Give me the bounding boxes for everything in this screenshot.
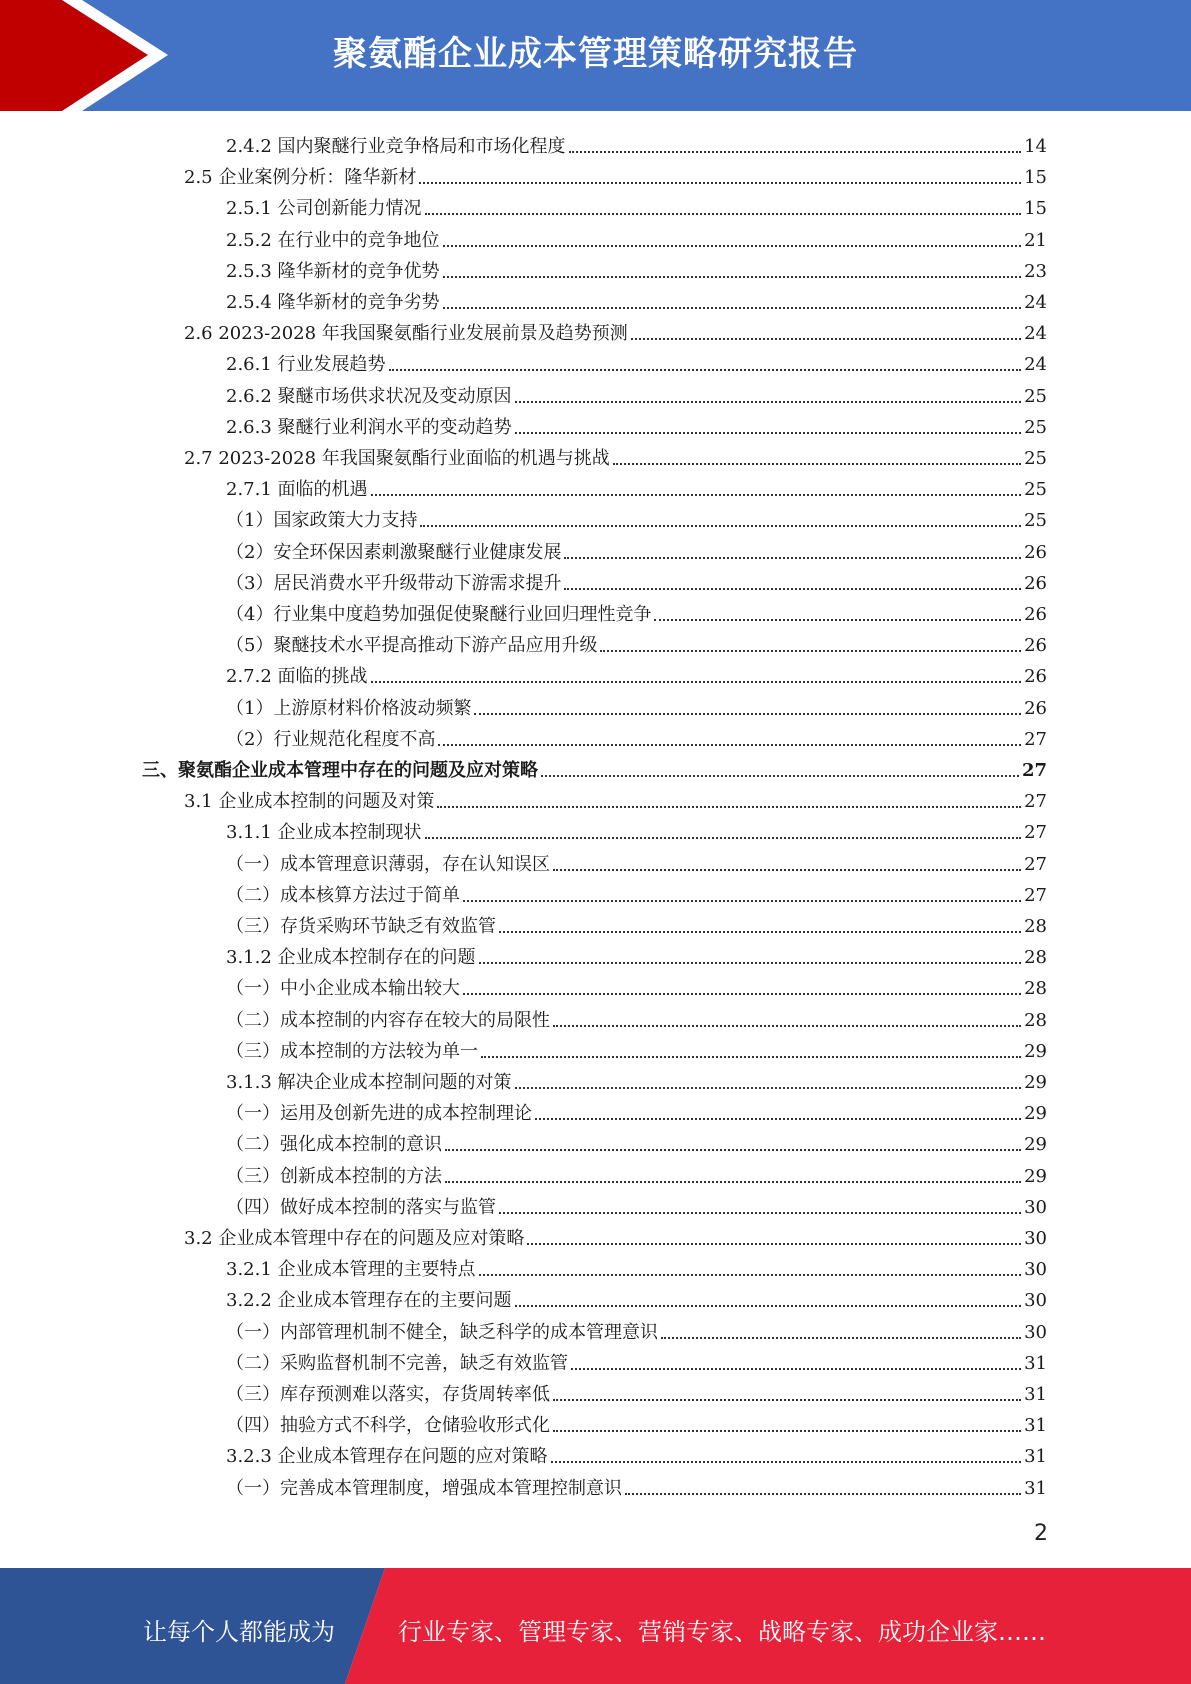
toc-dot-leader: [551, 1461, 1022, 1463]
toc-dot-leader: [419, 182, 1021, 184]
toc-entry-title: （一）内部管理机制不健全，缺乏科学的成本管理意识: [226, 1321, 658, 1343]
toc-entry[interactable]: [184, 314, 1047, 345]
toc-entry-title: 2.5.2 在行业中的竞争地位: [226, 229, 440, 251]
toc-entry-title: （2）安全环保因素刺激聚醚行业健康发展: [226, 541, 562, 563]
toc-dot-leader: [389, 369, 1022, 371]
toc-entry[interactable]: [226, 845, 1047, 876]
page-number: 2: [1034, 1521, 1048, 1546]
toc-entry-page: 15: [1024, 198, 1047, 220]
toc-entry-title: （二）采购监督机制不完善，缺乏有效监管: [226, 1352, 568, 1374]
toc-entry-title: （四）做好成本控制的落实与监管: [226, 1196, 496, 1218]
toc-entry[interactable]: [226, 408, 1047, 439]
toc-entry[interactable]: [226, 595, 1047, 626]
toc-entry-page: 31: [1024, 1446, 1047, 1468]
toc-dot-leader: [613, 463, 1021, 465]
toc-entry[interactable]: [226, 1188, 1047, 1219]
toc-entry-page: 26: [1024, 541, 1047, 563]
toc-entry[interactable]: [226, 1437, 1047, 1468]
toc-entry-page: 26: [1024, 666, 1047, 688]
toc-dot-leader: [535, 1118, 1021, 1120]
toc-entry-title: 三、聚氨酯企业成本管理中存在的问题及应对策略: [142, 760, 538, 781]
toc-entry-page: 29: [1024, 1165, 1047, 1187]
toc-entry[interactable]: [226, 969, 1047, 1000]
footer-slogan-left: 让每个人都能成为: [143, 1618, 335, 1646]
toc-entry-page: 26: [1024, 604, 1047, 625]
toc-dot-leader: [569, 151, 1022, 153]
toc-entry-title: 3.1 企业成本控制的问题及对策: [184, 791, 435, 813]
toc-dot-leader: [515, 1305, 1022, 1307]
toc-entry-page: 28: [1024, 978, 1047, 1000]
toc-dot-leader: [564, 557, 1021, 559]
toc-entry-title: 3.2.3 企业成本管理存在问题的应对策略: [226, 1446, 548, 1468]
toc-entry-page: 26: [1024, 635, 1047, 657]
toc-entry[interactable]: [226, 1157, 1047, 1188]
toc-entry-title: （3）居民消费水平升级带动下游需求提升: [226, 572, 562, 594]
toc-dot-leader: [515, 1087, 1022, 1089]
page-header: [0, 0, 1191, 111]
toc-dot-leader: [541, 775, 1019, 777]
toc-entry-page: 29: [1024, 1134, 1047, 1156]
toc-entry[interactable]: [184, 439, 1047, 470]
toc-dot-leader: [515, 401, 1022, 403]
toc-entry-page: 27: [1024, 791, 1047, 813]
toc-dot-leader: [499, 931, 1021, 933]
toc-entry[interactable]: [184, 1219, 1047, 1250]
toc-entry[interactable]: [226, 470, 1047, 501]
toc-entry-title: （一）成本管理意识薄弱，存在认知误区: [226, 853, 550, 875]
toc-dot-leader: [445, 1149, 1021, 1151]
toc-entry-page: 30: [1024, 1321, 1047, 1343]
toc-entry-page: 28: [1024, 1009, 1047, 1031]
toc-entry-page: 25: [1024, 510, 1047, 532]
report-title: 聚氨酯企业成本管理策略研究报告: [333, 34, 858, 74]
toc-entry-page: 31: [1024, 1477, 1047, 1499]
toc-entry-page: 31: [1024, 1384, 1047, 1405]
toc-entry[interactable]: [226, 501, 1047, 532]
toc-entry-title: 3.2 企业成本管理中存在的问题及应对策略: [184, 1228, 525, 1249]
toc-entry[interactable]: [226, 345, 1047, 376]
toc-entry[interactable]: [226, 876, 1047, 907]
toc-entry-page: 25: [1024, 479, 1047, 501]
toc-dot-leader: [463, 993, 1021, 995]
toc-entry[interactable]: [226, 1125, 1047, 1156]
toc-dot-leader: [463, 900, 1021, 902]
toc-dot-leader: [481, 1056, 1021, 1058]
toc-entry-title: 2.7.1 面临的机遇: [226, 479, 368, 501]
toc-entry-page: 31: [1024, 1415, 1047, 1437]
toc-entry-title: 2.5.1 公司创新能力情况: [226, 198, 422, 220]
toc-entry-page: 27: [1024, 728, 1047, 750]
toc-entry-page: 27: [1024, 853, 1047, 875]
toc-entry-title: （三）成本控制的方法较为单一: [226, 1040, 478, 1062]
toc-entry-title: 2.6.2 聚醚市场供求状况及变动原因: [226, 385, 512, 407]
toc-entry-title: 2.6.3 聚醚行业利润水平的变动趋势: [226, 416, 512, 438]
toc-entry-page: 30: [1024, 1228, 1047, 1249]
toc-entry[interactable]: [226, 1063, 1047, 1094]
toc-entry[interactable]: [226, 626, 1047, 657]
toc-entry[interactable]: [226, 813, 1047, 844]
toc-entry-page: 26: [1024, 572, 1047, 594]
toc-dot-leader: [527, 1243, 1021, 1245]
toc-entry[interactable]: [226, 1094, 1047, 1125]
toc-entry-title: 2.7 2023-2028 年我国聚氨酯行业面临的机遇与挑战: [184, 448, 610, 469]
toc-entry-page: 27: [1024, 822, 1047, 844]
toc-dot-leader: [553, 1399, 1021, 1401]
toc-entry-page: 28: [1024, 947, 1047, 969]
toc-dot-leader: [443, 245, 1022, 247]
toc-dot-leader: [371, 681, 1022, 683]
toc-dot-leader: [425, 837, 1022, 839]
toc-entry-page: 25: [1024, 448, 1047, 469]
toc-entry[interactable]: [226, 127, 1047, 158]
toc-entry-title: 2.6.1 行业发展趋势: [226, 354, 386, 376]
toc-dot-leader: [443, 276, 1022, 278]
toc-entry-page: 30: [1024, 1290, 1047, 1312]
toc-entry-title: 2.7.2 面临的挑战: [226, 666, 368, 688]
toc-entry[interactable]: [226, 1313, 1047, 1344]
toc-entry-title: 2.5.4 隆华新材的竞争劣势: [226, 292, 440, 313]
toc-entry-page: 29: [1024, 1040, 1047, 1062]
toc-entry[interactable]: [226, 1344, 1047, 1375]
toc-dot-leader: [425, 213, 1022, 215]
toc-entry-page: 30: [1024, 1196, 1047, 1218]
toc-dot-leader: [571, 1368, 1021, 1370]
toc-entry-page: 25: [1024, 416, 1047, 438]
toc-entry-page: 28: [1024, 916, 1047, 937]
toc-entry-page: 14: [1024, 136, 1047, 157]
toc-entry[interactable]: [226, 189, 1047, 220]
toc-entry[interactable]: [226, 1469, 1047, 1500]
toc-entry-page: 23: [1024, 260, 1047, 282]
toc-entry[interactable]: [226, 533, 1047, 564]
toc-entry-page: 24: [1024, 292, 1047, 313]
toc-entry-page: 21: [1024, 229, 1047, 251]
toc-dot-leader: [437, 806, 1021, 808]
toc-entry-page: 24: [1024, 354, 1047, 376]
toc-entry-title: （1）上游原材料价格波动频繁: [226, 697, 472, 719]
toc-entry-title: 3.1.2 企业成本控制存在的问题: [226, 947, 476, 969]
toc-entry[interactable]: [226, 377, 1047, 408]
toc-entry[interactable]: [226, 564, 1047, 595]
toc-dot-leader: [479, 962, 1022, 964]
toc-entry-title: （三）创新成本控制的方法: [226, 1165, 442, 1187]
toc-entry-title: （二）强化成本控制的意识: [226, 1134, 442, 1156]
toc-entry-title: 2.5 企业案例分析：隆华新材: [184, 167, 417, 189]
toc-dot-leader: [371, 494, 1022, 496]
toc-dot-leader: [631, 338, 1021, 340]
toc-entry[interactable]: [226, 1375, 1047, 1406]
toc-entry-page: 15: [1024, 167, 1047, 189]
toc-entry-title: （四）抽验方式不科学，仓储验收形式化: [226, 1415, 550, 1437]
toc-dot-leader: [474, 713, 1021, 715]
toc-entry-title: （三）库存预测难以落实，存货周转率低: [226, 1384, 550, 1405]
toc-dot-leader: [564, 588, 1021, 590]
toc-dot-leader: [443, 307, 1022, 309]
toc-dot-leader: [625, 1493, 1021, 1495]
toc-entry[interactable]: [226, 907, 1047, 938]
toc-entry[interactable]: [142, 751, 1047, 782]
toc-entry[interactable]: [226, 1281, 1047, 1312]
toc-dot-leader: [553, 869, 1021, 871]
toc-entry[interactable]: [184, 782, 1047, 813]
toc-entry-title: 3.1.3 解决企业成本控制问题的对策: [226, 1072, 512, 1093]
toc-dot-leader: [654, 619, 1021, 621]
toc-entry-title: （一）完善成本管理制度，增强成本管理控制意识: [226, 1477, 622, 1499]
toc-entry[interactable]: [184, 158, 1047, 189]
toc-entry[interactable]: [226, 252, 1047, 283]
toc-entry-title: 3.1.1 企业成本控制现状: [226, 822, 422, 844]
toc-entry-page: 27: [1024, 884, 1047, 906]
toc-entry[interactable]: [226, 1001, 1047, 1032]
toc-entry[interactable]: [226, 1406, 1047, 1437]
toc-dot-leader: [438, 744, 1021, 746]
toc-entry-title: （二）成本控制的内容存在较大的局限性: [226, 1009, 550, 1031]
toc-entry-title: 3.2.2 企业成本管理存在的主要问题: [226, 1290, 512, 1312]
toc-entry-title: 2.5.3 隆华新材的竞争优势: [226, 260, 440, 282]
toc-entry-title: 3.2.1 企业成本管理的主要特点: [226, 1259, 476, 1281]
toc-entry-page: 24: [1024, 323, 1047, 345]
toc-entry-page: 26: [1024, 697, 1047, 719]
toc-entry-title: （一）中小企业成本输出较大: [226, 978, 460, 1000]
toc-dot-leader: [600, 650, 1021, 652]
toc-entry[interactable]: [226, 1032, 1047, 1063]
toc-entry-title: （三）存货采购环节缺乏有效监管: [226, 916, 496, 937]
toc-dot-leader: [553, 1430, 1021, 1432]
toc-entry-page: 27: [1021, 760, 1047, 781]
toc-entry-title: （1）国家政策大力支持: [226, 510, 418, 532]
toc-entry[interactable]: [226, 1250, 1047, 1281]
toc-dot-leader: [420, 525, 1021, 527]
toc-entry[interactable]: [226, 283, 1047, 314]
toc-entry-page: 29: [1024, 1072, 1047, 1093]
toc-dot-leader: [515, 432, 1022, 434]
toc-entry-title: 2.6 2023-2028 年我国聚氨酯行业发展前景及趋势预测: [184, 323, 628, 345]
toc-entry-title: （5）聚醚技术水平提高推动下游产品应用升级: [226, 635, 598, 657]
toc-dot-leader: [445, 1181, 1021, 1183]
toc-entry-title: （一）运用及创新先进的成本控制理论: [226, 1103, 532, 1125]
toc-entry-page: 25: [1024, 385, 1047, 407]
toc-entry-title: （4）行业集中度趋势加强促使聚醚行业回归理性竞争: [226, 604, 652, 625]
toc-entry-title: 2.4.2 国内聚醚行业竞争格局和市场化程度: [226, 136, 566, 157]
toc-entry[interactable]: [226, 938, 1047, 969]
toc-entry-title: （二）成本核算方法过于简单: [226, 884, 460, 906]
toc-dot-leader: [499, 1212, 1021, 1214]
toc-entry[interactable]: [226, 720, 1047, 751]
toc-dot-leader: [479, 1274, 1022, 1276]
toc-entry[interactable]: [226, 689, 1047, 720]
footer-slogan-right: 行业专家、管理专家、营销专家、战略专家、成功企业家……: [398, 1618, 1046, 1646]
page-footer: [0, 1568, 1191, 1684]
toc-entry[interactable]: [226, 221, 1047, 252]
toc-entry-page: 29: [1024, 1103, 1047, 1125]
toc-entry-page: 31: [1024, 1352, 1047, 1374]
toc-dot-leader: [553, 1025, 1021, 1027]
toc-dot-leader: [661, 1337, 1021, 1339]
toc-entry-page: 30: [1024, 1259, 1047, 1281]
toc-entry-title: （2）行业规范化程度不高: [226, 728, 436, 750]
toc-entry[interactable]: [226, 657, 1047, 688]
